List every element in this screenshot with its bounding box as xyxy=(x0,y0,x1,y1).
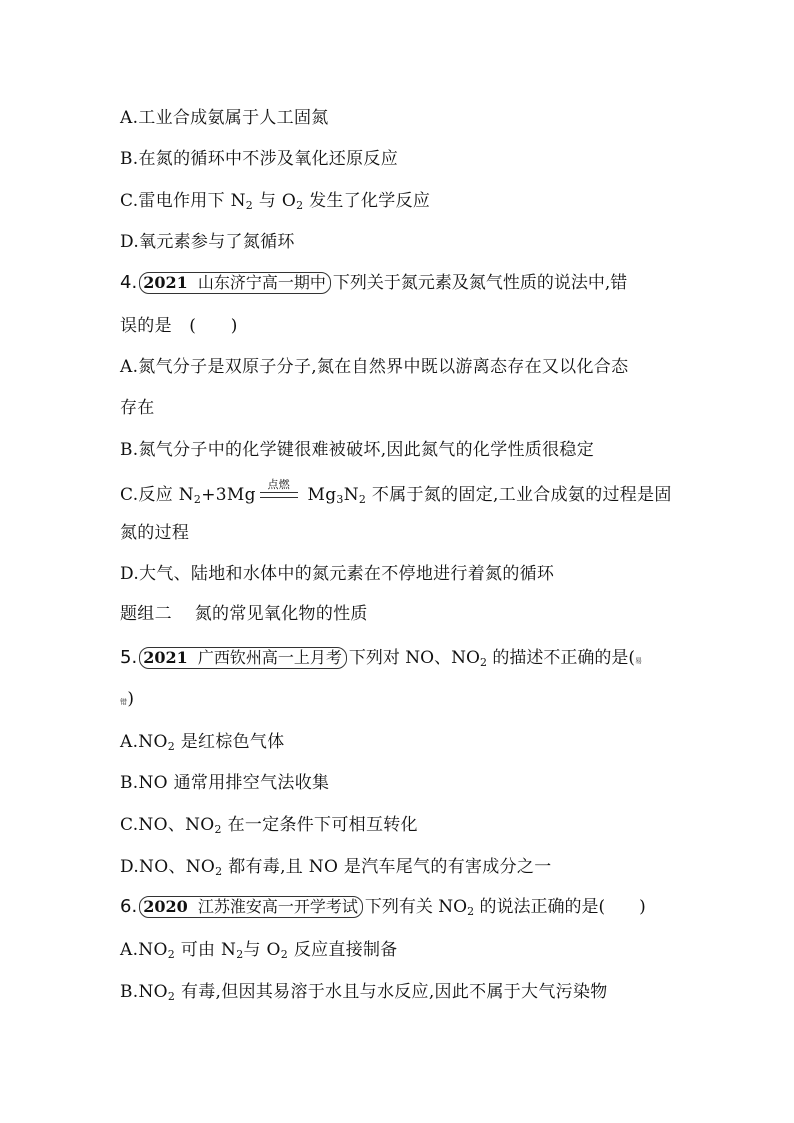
source-badge: 2020 江苏淮安高一开学考试 xyxy=(139,896,363,918)
q4-option-d: D.大气、陆地和水体中的氮元素在不停地进行着氮的循环 xyxy=(120,564,555,584)
q6-option-b: $B.NO_2$ 有毒,但因其易溶于水且与水反应,因此不属于大气污染物 xyxy=(120,982,608,1003)
q3-option-a: A.工业合成氨属于人工固氮 xyxy=(120,108,329,128)
q3-option-b: B.在氮的循环中不涉及氧化还原反应 xyxy=(120,149,398,169)
q4-option-a-cont: 存在 xyxy=(120,398,155,418)
q5-option-a: $A.NO_2$ 是红棕色气体 xyxy=(120,732,285,753)
q6-stem: 6. 2020 江苏淮安高一开学考试 下列有关 $NO_2$ 的说法正确的是( ) xyxy=(120,896,646,918)
q5-option-b: B.NO 通常用排空气法收集 xyxy=(120,773,330,793)
q4-stem: 4. 2021 山东济宁高一期中 下列关于氮元素及氮气性质的说法中,错 xyxy=(120,272,628,293)
q6-option-a: $A.NO_2$ 可由 $N_2$与 $O_2$ 反应直接制备 xyxy=(120,940,398,961)
question-number: 4. xyxy=(120,272,138,293)
q5-option-d: D.NO、$NO_2$ 都有毒,且 NO 是汽车尾气的有害成分之一 xyxy=(120,857,552,878)
q5-stem-cont: 错) xyxy=(120,689,135,709)
section-heading: 题组二 氮的常见氧化物的性质 xyxy=(120,604,368,624)
q5-stem: 5. 2021 广西钦州高一上月考 下列对 NO、$NO_2$ 的描述不正确的是(易 xyxy=(120,647,642,669)
source-badge: 2021 广西钦州高一上月考 xyxy=(139,647,347,669)
reaction-arrow: 点燃 xyxy=(259,484,299,506)
difficulty-tag: 易 xyxy=(634,657,642,665)
source-badge: 2021 山东济宁高一期中 xyxy=(139,272,331,294)
q4-option-c-cont: 氮的过程 xyxy=(120,523,190,543)
q4-option-c: C.反应 $N_2+3Mg$ 点燃 $Mg_3N_2$ 不属于氮的固定,工业合成氨的过程是固 xyxy=(120,478,672,506)
question-number: 6. xyxy=(120,896,138,917)
q3-option-d: D.氧元素参与了氮循环 xyxy=(120,232,295,252)
q5-option-c: C.NO、$NO_2$ 在一定条件下可相互转化 xyxy=(120,815,418,836)
q4-option-b: B.氮气分子中的化学键很难被破坏,因此氮气的化学性质很稳定 xyxy=(120,440,594,460)
q4-stem-cont: 误的是 ( ) xyxy=(120,316,238,336)
q3-option-c: C.雷电作用下 $N_2$ 与 $O_2$ 发生了化学反应 xyxy=(120,191,431,212)
q4-option-a: A.氮气分子是双原子分子,氮在自然界中既以游离态存在又以化合态 xyxy=(120,357,629,377)
question-number: 5. xyxy=(120,647,138,668)
